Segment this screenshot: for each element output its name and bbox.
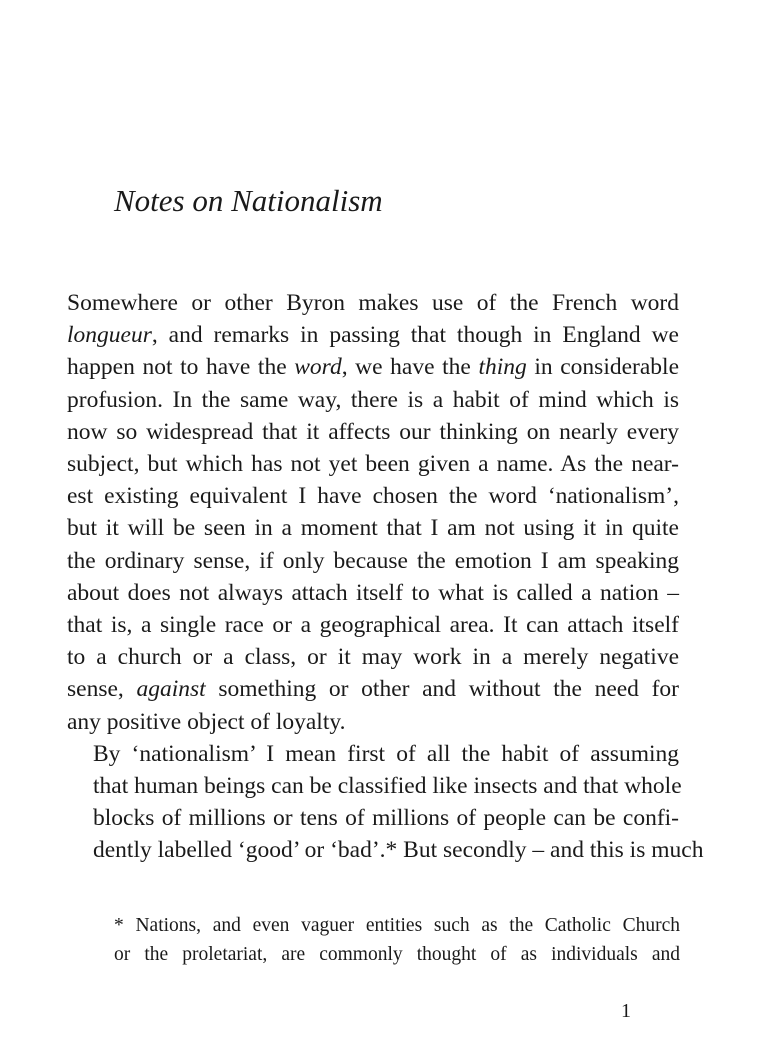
italic-word: thing xyxy=(478,354,527,381)
text-line: that is, a single race or a geographical area. It can attach itself xyxy=(67,612,679,639)
chapter-title: Notes on Nationalism xyxy=(114,183,383,218)
text-line: that human beings can be classified like insects and that whole xyxy=(93,773,682,800)
text-line: now so widespread that it affects our thinking on nearly every xyxy=(67,418,679,445)
text-line: est existing equivalent I have chosen the word ‘nationalism’, xyxy=(67,483,679,510)
text-line: By ‘nationalism’ I mean first of all the habit of assuming xyxy=(93,740,679,767)
text-line: sense, against something or other and without the need for xyxy=(67,676,680,703)
text-line: profusion. In the same way, there is a habit of mind which is xyxy=(67,386,679,413)
text-line: happen not to have the word, we have the thing in considerable xyxy=(67,354,679,381)
text-line: any positive object of loyalty. xyxy=(67,708,346,735)
footnote xyxy=(114,911,680,969)
text-line: blocks of millions or tens of millions of people can be confi- xyxy=(93,805,679,832)
text-line: longueur, and remarks in passing that though in England we xyxy=(67,322,679,349)
text-line: the ordinary sense, if only because the emotion I am speaking xyxy=(67,547,679,574)
paragraph-2 xyxy=(67,738,704,867)
footnote-line-2: or the proletariat, are commonly thought of as individuals and xyxy=(114,944,680,965)
text-line: to a church or a class, or it may work in a merely negative xyxy=(67,644,679,671)
text-line: but it will be seen in a moment that I am not using it in quite xyxy=(67,515,679,542)
text-line: about does not always attach itself to what is called a nation – xyxy=(67,579,679,606)
text-line: Somewhere or other Byron makes use of the French word xyxy=(67,290,679,316)
italic-word: longueur xyxy=(67,322,152,349)
body-text xyxy=(67,287,704,867)
text-line: dently labelled ‘good’ or ‘bad’.* But secondly – and this is much xyxy=(93,837,704,864)
italic-word: against xyxy=(136,676,206,703)
italic-word: word xyxy=(294,354,342,381)
text-line: subject, but which has not yet been given a name. As the near- xyxy=(67,451,679,478)
page-number: 1 xyxy=(621,1000,631,1022)
paragraph-1 xyxy=(67,287,679,738)
footnote-line-1: * Nations, and even vaguer entities such as the Catholic Church xyxy=(114,915,680,936)
